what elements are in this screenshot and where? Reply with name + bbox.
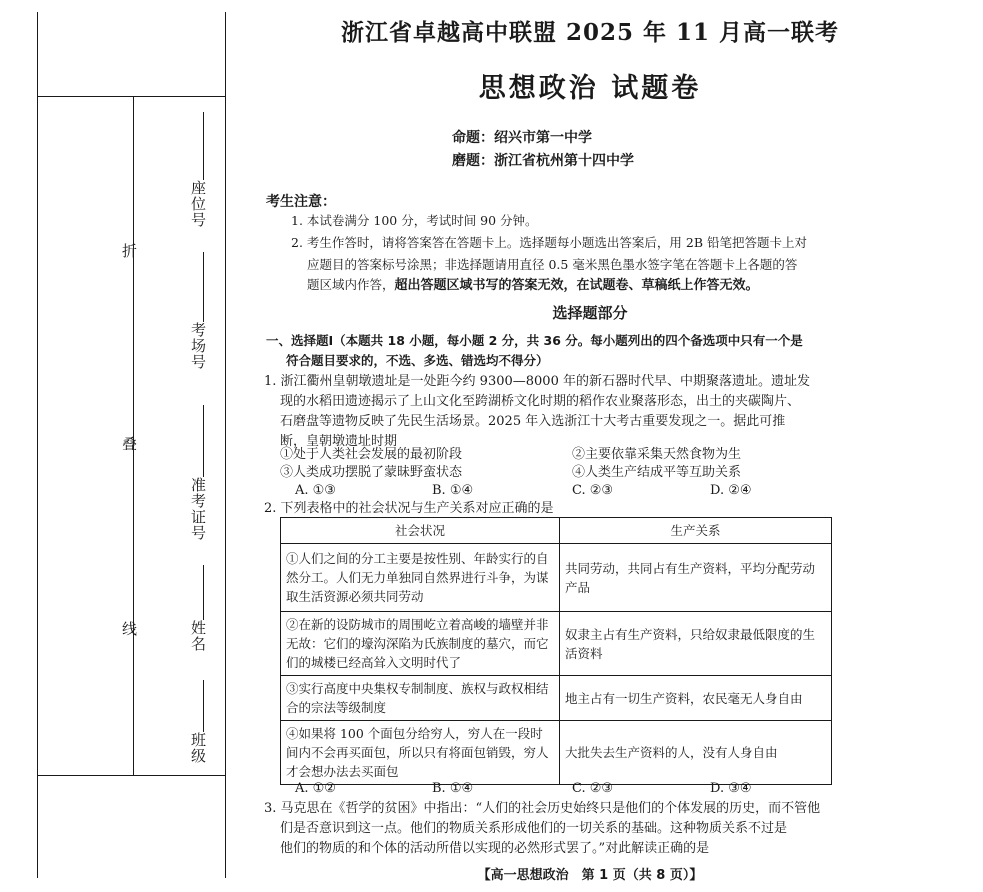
notice-title: 考生注意： (266, 194, 336, 210)
table-row (281, 721, 832, 785)
q1-statement-2: ②主要依靠采集天然食物为生 (572, 447, 742, 462)
q3-stem-line-2: 们是否意识到这一点。他们的物质关系形成他们的一切关系的基础。这种物质关系不过是 (280, 821, 788, 836)
q2-option-c[interactable]: C. ②③ (572, 781, 614, 796)
table-cell-condition: ④如果将 100 个面包分给穷人，穷人在一段时间内不会再买面包，所以只有将面包销毁，穷人才会想办法去买面包 (281, 721, 560, 785)
table-cell-condition: ①人们之间的分工主要是按性别、年龄实行的自然分工。人们无力单独同自然界进行斗争，为谋取生活资源必须共同劳动 (281, 544, 560, 612)
notice-item-2-line-1: 2. 考生作答时，请将答案答在答题卡上。选择题每小题选出答案后，用 2B 铅笔把答题卡上对 (291, 235, 807, 250)
table-cell-relation: 大批失去生产资料的人，没有人身自由 (560, 721, 832, 785)
proposer: 命题：绍兴市第一中学 (452, 130, 592, 146)
page-footer: 【高一思想政治 第 1 页（共 8 页）】 (477, 868, 703, 883)
binding-bottom-rule (37, 775, 225, 776)
table-row (281, 676, 832, 721)
admission-number-label: 准考证号 (189, 477, 207, 541)
binding-inner-line (225, 12, 226, 878)
q1-statement-1: ①处于人类社会发展的最初阶段 (280, 447, 463, 462)
seat-number-field[interactable] (188, 112, 218, 228)
q1-option-b[interactable]: B. ①④ (432, 483, 474, 498)
table-row (281, 544, 832, 612)
table-cell-relation: 地主占有一切生产资料，农民毫无人身自由 (560, 676, 832, 721)
q1-option-d[interactable]: D. ②④ (710, 483, 752, 498)
reviewer: 磨题：浙江省杭州第十四中学 (452, 153, 634, 169)
table-cell-condition: ③实行高度中央集权专制制度、族权与政权相结合的宗法等级制度 (281, 676, 560, 721)
admission-number-field[interactable] (188, 405, 218, 541)
q2-stem: 2. 下列表格中的社会状况与生产关系对应正确的是 (264, 501, 554, 516)
exam-room-field[interactable] (188, 252, 218, 370)
notice-warning: 超出答题区域书写的答案无效，在试题卷、草稿纸上作答无效。 (394, 278, 759, 293)
q1-statement-4: ④人类生产结成平等互助关系 (572, 465, 742, 480)
table-header-relation: 生产关系 (560, 518, 832, 544)
fold-char-3: 线 (122, 620, 138, 638)
table-cell-relation: 共同劳动，共同占有生产资料，平均分配劳动产品 (560, 544, 832, 612)
name-label: 姓名 (189, 620, 207, 652)
section-instruction-2: 符合题目要求的，不选、多选、错选均不得分） (286, 353, 549, 368)
notice-item-1: 1. 本试卷满分 100 分，考试时间 90 分钟。 (291, 213, 538, 228)
q2-option-d[interactable]: D. ③④ (710, 781, 752, 796)
table-header-row (281, 518, 832, 544)
q3-stem-line-3: 他们的物质的和个体的活动所借以实现的必然形式罢了。”对此解读正确的是 (280, 841, 710, 856)
q1-statement-3: ③人类成功摆脱了蒙昧野蛮状态 (280, 465, 463, 480)
q1-stem-line-3: 石磨盘等遗物反映了先民生活场景。2025 年入选浙江十大考古重要发现之一。据此可推 (280, 414, 786, 429)
table-header-condition: 社会状况 (281, 518, 560, 544)
exam-room-label: 考场号 (189, 322, 207, 370)
q2-option-b[interactable]: B. ①④ (432, 781, 474, 796)
q3-stem-line-1: 3. 马克思在《哲学的贫困》中指出：“人们的社会历史始终只是他们的个体发展的历史，而不管他 (264, 801, 821, 816)
subject-title: 思想政治 试题卷 (478, 73, 702, 104)
table-row (281, 612, 832, 676)
notice-item-2-line-2: 应题目的答案标号涂黑；非选择题请用直径 0.5 毫米黑色墨水签字笔在答题卡上各题的答 (307, 257, 798, 272)
class-label: 班级 (189, 732, 207, 764)
exam-title: 浙江省卓越高中联盟 2025 年 11 月高一联考 (340, 19, 840, 46)
class-field[interactable] (188, 680, 218, 764)
q1-stem-line-4: 断，皇朝墩遗址时期 (280, 434, 398, 449)
q2-option-a[interactable]: A. ①② (295, 781, 336, 796)
binding-outer-line (37, 12, 38, 878)
q1-stem-line-2: 现的水稻田遗迹揭示了上山文化至跨湖桥文化时期的稻作农业聚落形态，出土的夹碳陶片、 (280, 394, 801, 409)
notice-item-2-line-3 (307, 276, 759, 295)
notice-item-2-text: 题区域内作答， (307, 277, 395, 292)
name-field[interactable] (188, 565, 218, 652)
table-cell-relation: 奴隶主占有生产资料，只给奴隶最低限度的生活资料 (560, 612, 832, 676)
table-cell-condition: ②在新的设防城市的周围屹立着高峻的墙壁并非无故：它们的壕沟深陷为氏族制度的墓穴，而它们的城楼已经高耸入文明时代了 (281, 612, 560, 676)
section-instruction-1: 一、选择题Ⅰ（本题共 18 小题，每小题 2 分，共 36 分。每小题列出的四个备选项中只有一个是 (266, 333, 803, 348)
q1-option-a[interactable]: A. ①③ (295, 483, 336, 498)
fold-char-2: 叠 (122, 435, 138, 453)
fold-char-1: 折 (122, 242, 138, 260)
seat-number-label: 座位号 (189, 180, 207, 228)
binding-top-rule (37, 96, 225, 97)
q1-option-c[interactable]: C. ②③ (572, 483, 614, 498)
section-title: 选择题部分 (552, 304, 628, 322)
q2-table (280, 517, 832, 785)
q1-stem-line-1: 1. 浙江衢州皇朝墩遗址是一处距今约 9300—8000 年的新石器时代早、中期聚落遗址。遗址发 (264, 374, 810, 389)
